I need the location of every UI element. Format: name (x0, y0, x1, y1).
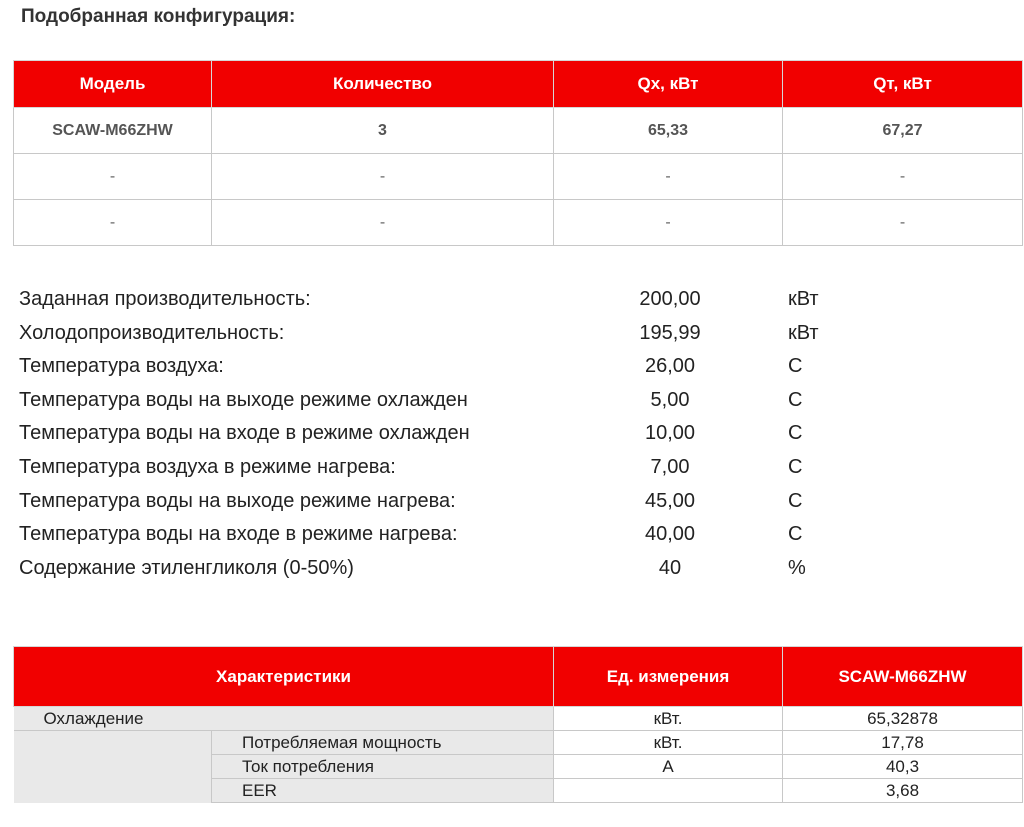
param-unit: % (788, 556, 806, 579)
param-value: 7,00 (650, 455, 690, 478)
cell-quantity: - (212, 200, 554, 246)
param-row (19, 485, 1019, 519)
param-value: 10,00 (644, 422, 696, 445)
param-unit: кВт (788, 321, 819, 344)
char-value: 65,32878 (783, 707, 1023, 731)
header-characteristics: Характеристики (14, 647, 554, 707)
char-unit: кВт. (554, 731, 783, 755)
cell-qx: 65,33 (554, 108, 783, 154)
param-unit: C (788, 388, 803, 411)
table-row (14, 154, 1023, 200)
param-label: Температура воды на входе в режиме охлажден (19, 422, 470, 445)
cell-quantity: 3 (212, 108, 554, 154)
param-label: Заданная производительность: (19, 288, 311, 310)
param-row (19, 518, 1019, 552)
char-unit: A (554, 755, 783, 779)
param-unit: C (788, 422, 803, 445)
header-model: SCAW-M66ZHW (783, 647, 1023, 707)
param-row (19, 417, 1019, 451)
header-unit: Ед. измерения (554, 647, 783, 707)
char-value: 17,78 (783, 731, 1023, 755)
char-value: 40,3 (783, 755, 1023, 779)
param-label: Температура воды на выходе режиме охлажден (19, 388, 468, 411)
param-value: 40,00 (644, 523, 696, 546)
param-unit: C (788, 523, 803, 546)
cell-qt: - (783, 200, 1023, 246)
table-row (14, 707, 1023, 731)
cell-qt: - (783, 154, 1023, 200)
char-label: Потребляемая мощность (212, 731, 554, 755)
param-unit: C (788, 489, 803, 512)
cell-model: SCAW-M66ZHW (14, 108, 212, 154)
table-row (14, 108, 1023, 154)
param-value: 195,99 (639, 321, 701, 344)
char-label: Ток потребления (212, 755, 554, 779)
header-model: Модель (14, 61, 212, 108)
header-qt: Qт, кВт (783, 61, 1023, 108)
parameters-list (19, 283, 1019, 585)
char-label: Охлаждение (14, 707, 554, 731)
param-value: 45,00 (644, 489, 696, 512)
config-header-row (14, 61, 1023, 108)
param-label: Содержание этиленгликоля (0-50%) (19, 556, 354, 579)
header-quantity: Количество (212, 61, 554, 108)
cell-quantity: - (212, 154, 554, 200)
param-row (19, 350, 1019, 384)
param-value: 5,00 (650, 388, 690, 411)
param-row (19, 451, 1019, 485)
char-header-row (14, 647, 1023, 707)
page-title: Подобранная конфигурация: (21, 6, 296, 27)
param-unit: C (788, 455, 803, 478)
param-value: 40 (658, 556, 682, 579)
cell-model: - (14, 154, 212, 200)
characteristics-table (13, 646, 1023, 803)
param-row (19, 317, 1019, 351)
char-value: 3,68 (783, 779, 1023, 803)
param-unit: C (788, 355, 803, 378)
param-label: Холодопроизводительность: (19, 321, 285, 344)
char-group-spacer (14, 731, 212, 803)
cell-qx: - (554, 154, 783, 200)
table-row (14, 200, 1023, 246)
param-row (19, 552, 1019, 586)
header-qx: Qх, кВт (554, 61, 783, 108)
table-row (14, 731, 1023, 755)
param-label: Температура воды на выходе режиме нагрева: (19, 489, 456, 512)
char-unit: кВт. (554, 707, 783, 731)
param-value: 200,00 (639, 288, 701, 310)
configuration-table (13, 60, 1023, 246)
char-unit (554, 779, 783, 803)
param-value: 26,00 (644, 355, 696, 378)
param-row (19, 384, 1019, 418)
param-unit: кВт (788, 288, 819, 310)
param-label: Температура воды на входе в режиме нагрева: (19, 523, 458, 546)
char-label: EER (212, 779, 554, 803)
param-label: Температура воздуха в режиме нагрева: (19, 455, 396, 478)
cell-qt: 67,27 (783, 108, 1023, 154)
param-label: Температура воздуха: (19, 355, 224, 378)
param-row (19, 283, 1019, 317)
cell-qx: - (554, 200, 783, 246)
cell-model: - (14, 200, 212, 246)
